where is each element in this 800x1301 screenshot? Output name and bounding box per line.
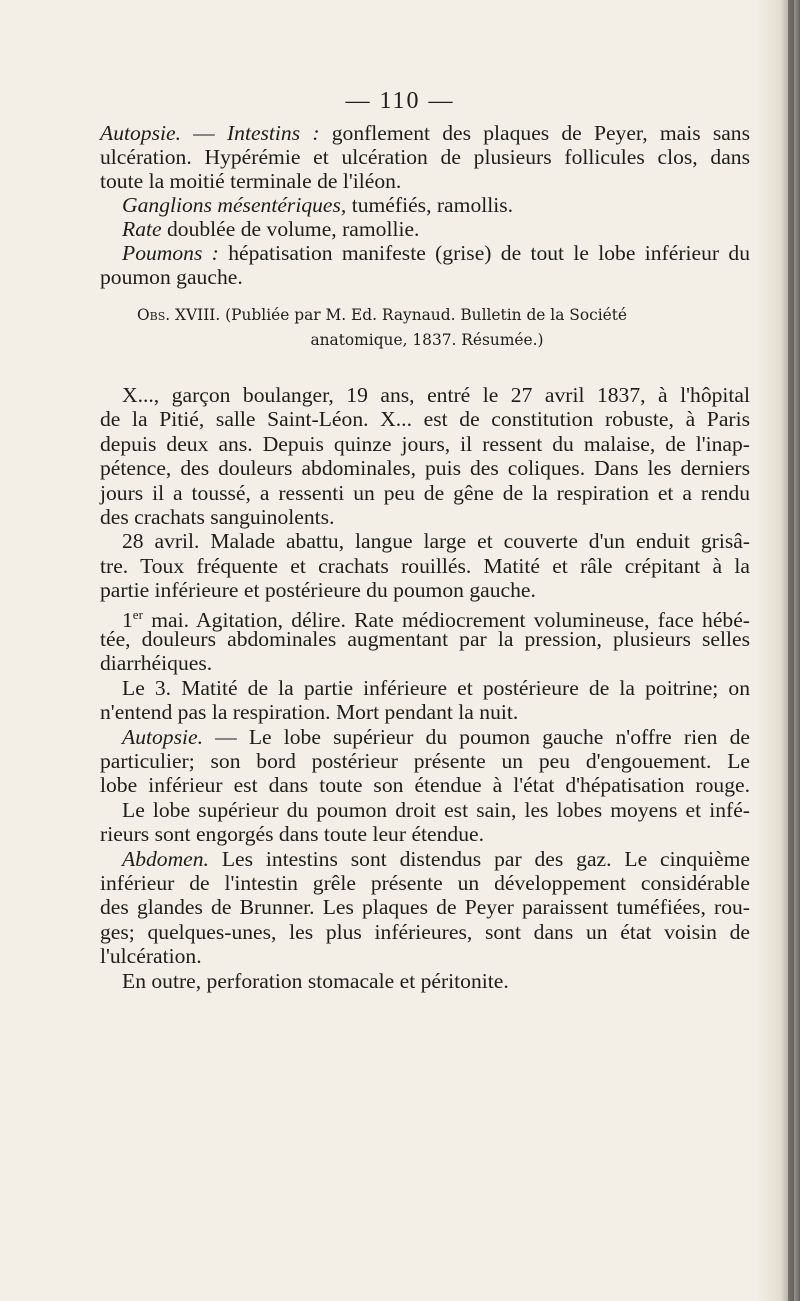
body-line: jours il a toussé, a ressenti un peu de gêne de la respiration et a rendu xyxy=(100,480,750,505)
poumons-label: Poumons : xyxy=(122,241,219,265)
body-line: Le lobe supérieur du poumon droit est sain, les lobes moyens et infé- xyxy=(122,797,750,822)
body-line: tre. Toux fréquente et crachats rouillés. Matité et râle crépitant à la xyxy=(100,553,750,578)
rate-line xyxy=(100,217,750,241)
body-line: tée, douleurs abdominales augmentant par la pression, plusieurs selles xyxy=(100,627,750,651)
binding-stripe xyxy=(788,0,794,1301)
body-line: diarrhéiques. xyxy=(100,651,213,676)
body-line: Abdomen. Les intestins sont distendus par des gaz. Le cinquième xyxy=(122,846,750,871)
rate-text: doublée de volume, ramollie. xyxy=(166,217,420,241)
body-line: pétence, des douleurs abdominales, puis des coliques. Dans les derniers xyxy=(100,456,750,481)
body-line: En outre, perforation stomacale et péritonite. xyxy=(122,968,509,993)
body-line: n'entend pas la respiration. Mort pendant la nuit. xyxy=(100,700,519,725)
poumons-line xyxy=(100,241,750,265)
body-line: 28 avril. Malade abattu, langue large et couverte d'un enduit grisâ- xyxy=(122,529,750,554)
intro-line-1-text: gonflement des plaques de Peyer, mais sans xyxy=(331,121,751,145)
body-line: de la Pitié, salle Saint-Léon. X... est de constitution robuste, à Paris xyxy=(100,407,750,432)
body-line: Autopsie. — Le lobe supérieur du poumon gauche n'offre rien de xyxy=(122,724,750,749)
body-line: X..., garçon boulanger, 19 ans, entré le 27 avril 1837, à l'hôpital xyxy=(122,383,750,407)
body-line: des glandes de Brunner. Les plaques de Peyer paraissent tuméfiées, rou- xyxy=(100,895,750,920)
obs-label: Obs. xyxy=(137,306,171,324)
intro-line-2: ulcération. Hypérémie et ulcération de plusieurs follicules clos, dans xyxy=(100,145,750,169)
observation-line-2: anatomique, 1837. Résumée.) xyxy=(310,331,544,349)
body-line: 1er mai. Agitation, délire. Rate médiocrement volumineuse, face hébé- xyxy=(122,606,750,632)
body-line: rieurs sont engorgés dans toute leur étendue. xyxy=(100,822,484,847)
body-line: lobe inférieur est dans toute son étendue à l'état d'hépatisation rouge. xyxy=(100,773,750,798)
page-number: — 110 — xyxy=(345,88,455,114)
intestins-label: Intestins : xyxy=(226,121,320,145)
body-line: Le 3. Matité de la partie inférieure et postérieure de la poitrine; on xyxy=(122,675,750,700)
rate-label: Rate xyxy=(122,217,162,241)
body-line: particulier; son bord postérieur présente un peu d'engouement. Le xyxy=(100,749,750,773)
intro-line-3: toute la moitié terminale de l'iléon. xyxy=(100,169,402,193)
observation-line-1-text: XVIII. (Publiée par M. Ed. Raynaud. Bulletin de la Société xyxy=(175,306,628,324)
ganglions-label: Ganglions mésentériques, xyxy=(122,193,347,217)
body-line: inférieur de l'intestin grêle présente un développement considérable xyxy=(100,871,750,895)
body-line: ges; quelques-unes, les plus inférieures, sont dans un état voisin de xyxy=(100,919,750,944)
body-line: des crachats sanguinolents. xyxy=(100,505,335,529)
observation-line-1 xyxy=(137,303,627,328)
poumons-text: hépatisation manifeste (grise) de tout le lobe inférieur du xyxy=(228,241,750,265)
body-line: l'ulcération. xyxy=(100,944,202,969)
body-line: partie inférieure et postérieure du poumon gauche. xyxy=(100,578,536,603)
autopsie-label: Autopsie. xyxy=(100,121,181,145)
ganglions-text: tuméfiés, ramollis. xyxy=(351,193,514,217)
body-line: depuis deux ans. Depuis quinze jours, il ressent du malaise, de l'inap- xyxy=(100,431,750,456)
poumons-line-2: poumon gauche. xyxy=(100,265,243,289)
intro-line-1: Autopsie. — Intestins : gonflement des plaques de Peyer, mais sans xyxy=(100,121,751,145)
ganglions-line xyxy=(100,193,750,217)
